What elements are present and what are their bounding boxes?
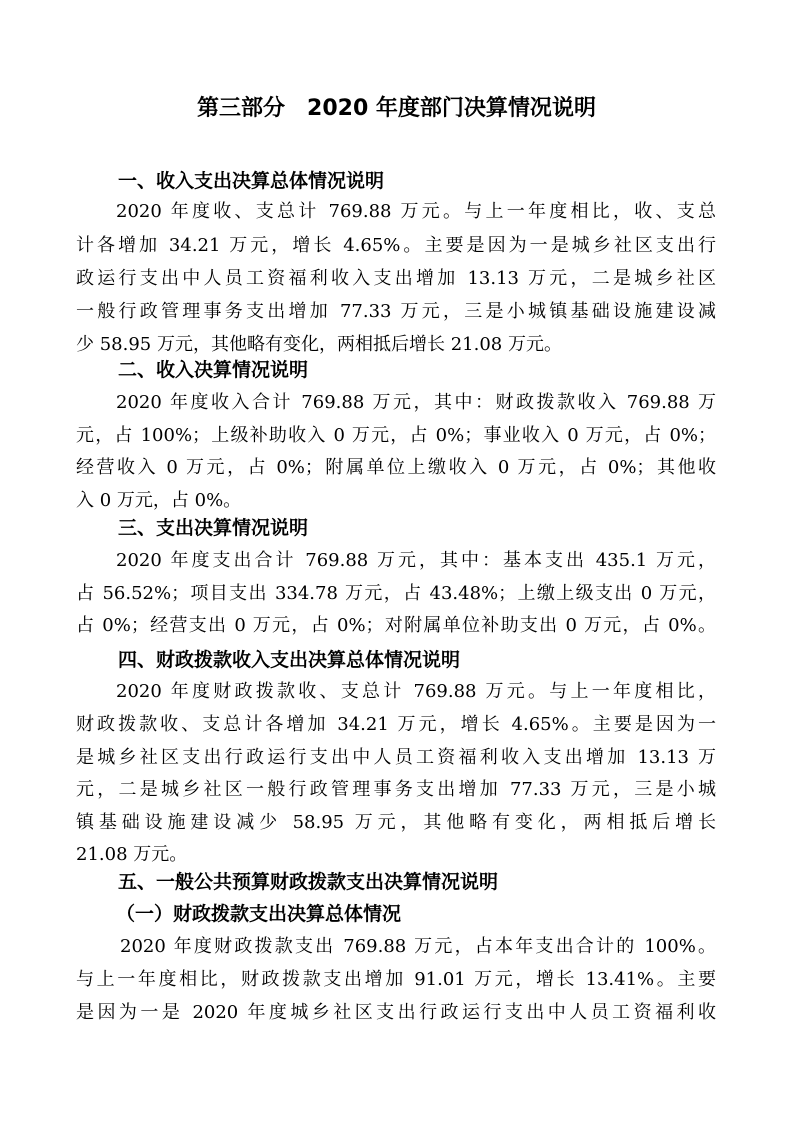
paragraph-line: 21.08 万元。	[76, 844, 188, 865]
paragraph-line: 少 58.95 万元，其他略有变化，两相抵后增长 21.08 万元。	[76, 334, 562, 355]
paragraph-line: 2020 年度财政拨款收、支总计 769.88 万元。与上一年度相比，	[116, 681, 716, 702]
paragraph-line: 占 56.52%；项目支出 334.78 万元，占 43.48%；上缴上级支出 0 万元，	[76, 583, 716, 604]
paragraph-line: 2020 年度收、支总计 769.88 万元。与上一年度相比，收、支总	[116, 201, 716, 222]
paragraph-line: 占 0%；经营支出 0 万元，占 0%；对附属单位补助支出 0 万元，占 0%。	[76, 615, 716, 636]
paragraph-line: 一般行政管理事务支出增加 77.33 万元，三是小城镇基础设施建设减	[76, 301, 716, 322]
paragraph-line: 2020 年度财政拨款支出 769.88 万元，占本年支出合计的 100%。	[120, 936, 716, 957]
paragraph-line: 计各增加 34.21 万元，增长 4.65%。主要是因为一是城乡社区支出行	[76, 235, 716, 256]
paragraph-line: 镇基础设施建设减少 58.95 万元，其他略有变化，两相抵后增长	[76, 812, 716, 833]
subsection-heading: （一）财政拨款支出决算总体情况	[116, 903, 402, 925]
paragraph-line: 是城乡社区支出行政运行支出中人员工资福利收入支出增加 13.13 万	[76, 747, 716, 768]
section-heading: 一、收入支出决算总体情况说明	[118, 170, 385, 192]
paragraph-line: 2020 年度收入合计 769.88 万元，其中：财政拨款收入 769.88 万	[116, 392, 716, 413]
page-title: 第三部分 2020 年度部门决算情况说明	[197, 96, 596, 121]
section-heading: 五、一般公共预算财政拨款支出决算情况说明	[118, 871, 499, 893]
section-heading: 四、财政拨款收入支出决算总体情况说明	[118, 649, 461, 671]
paragraph-line: 政运行支出中人员工资福利收入支出增加 13.13 万元，二是城乡社区	[76, 268, 716, 289]
paragraph-line: 经营收入 0 万元，占 0%；附属单位上缴收入 0 万元，占 0%；其他收	[76, 457, 716, 478]
paragraph-line: 元，二是城乡社区一般行政管理事务支出增加 77.33 万元，三是小城	[76, 779, 716, 800]
paragraph-line: 财政拨款收、支总计各增加 34.21 万元，增长 4.65%。主要是因为一	[76, 714, 716, 735]
paragraph-line: 是因为一是 2020 年度城乡社区支出行政运行支出中人员工资福利收	[76, 1002, 716, 1023]
section-heading: 三、支出决算情况说明	[118, 517, 309, 539]
paragraph-line: 元，占 100%；上级补助收入 0 万元，占 0%；事业收入 0 万元，占 0%；	[76, 425, 716, 446]
paragraph-line: 与上一年度相比，财政拨款支出增加 91.01 万元，增长 13.41%。主要	[76, 969, 716, 990]
paragraph-line: 2020 年度支出合计 769.88 万元，其中：基本支出 435.1 万元，	[116, 550, 716, 571]
section-heading: 二、收入决算情况说明	[118, 359, 309, 381]
paragraph-line: 入 0 万元，占 0%。	[76, 490, 242, 511]
